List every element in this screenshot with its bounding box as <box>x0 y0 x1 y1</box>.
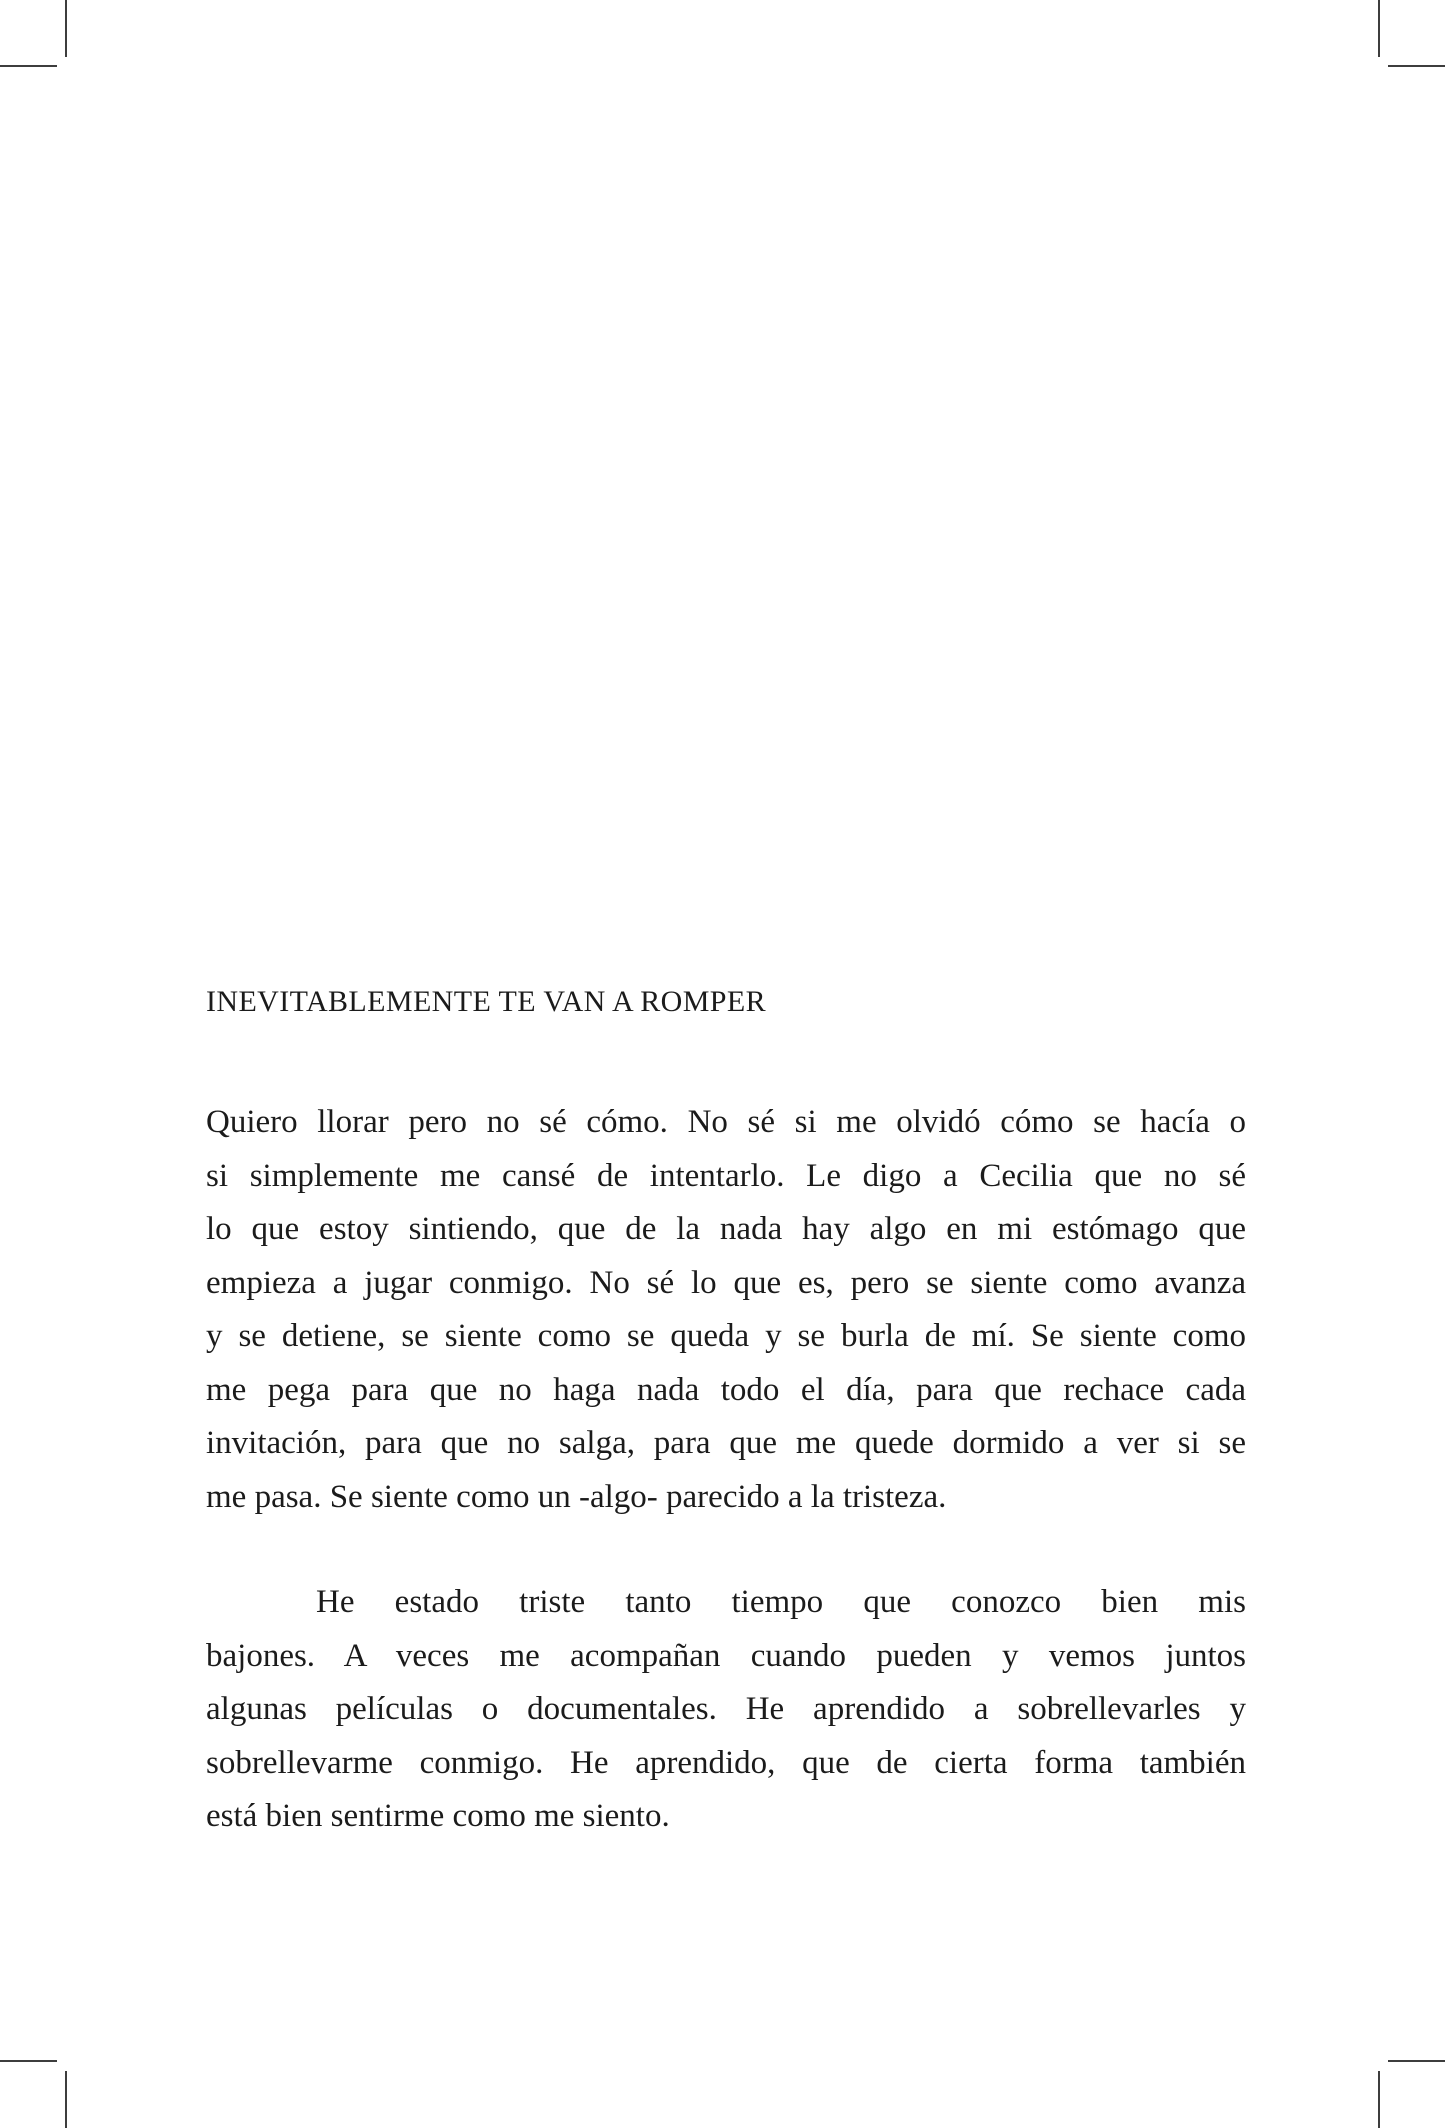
text-line: sobrellevarme conmigo. He aprendido, que de cierta forma también <box>206 1744 1246 1781</box>
chapter-title: INEVITABLEMENTE TE VAN A ROMPER <box>206 985 767 1018</box>
crop-mark-top-right-horizontal-icon <box>1388 65 1445 67</box>
text-line: empieza a jugar conmigo. No sé lo que es, pero se siente como avanza <box>206 1264 1246 1301</box>
text-line: He estado triste tanto tiempo que conozco bien mis <box>316 1584 1246 1620</box>
text-line: y se detiene, se siente como se queda y se burla de mí. Se siente como <box>206 1318 1246 1354</box>
crop-mark-bottom-left-vertical-icon <box>65 2071 67 2128</box>
crop-mark-top-right-vertical-icon <box>1378 0 1380 57</box>
text-line: invitación, para que no salga, para que me quede dormido a ver si se <box>206 1425 1246 1461</box>
crop-mark-bottom-left-horizontal-icon <box>0 2060 57 2062</box>
paragraph-2 <box>206 1576 1246 1844</box>
text-line: está bien sentirme como me siento. <box>206 1798 670 1834</box>
crop-mark-top-left-horizontal-icon <box>0 65 57 67</box>
text-line: Quiero llorar pero no sé cómo. No sé si me olvidó cómo se hacía o <box>206 1104 1246 1140</box>
text-line: algunas películas o documentales. He aprendido a sobrellevarles y <box>206 1691 1246 1727</box>
paragraph-1 <box>206 1096 1246 1524</box>
crop-mark-bottom-right-horizontal-icon <box>1388 2060 1445 2062</box>
text-line: si simplemente me cansé de intentarlo. Le digo a Cecilia que no sé <box>206 1157 1246 1194</box>
text-line: lo que estoy sintiendo, que de la nada hay algo en mi estómago que <box>206 1211 1246 1247</box>
text-line: me pega para que no haga nada todo el día, para que rechace cada <box>206 1371 1246 1408</box>
crop-mark-top-left-vertical-icon <box>65 0 67 57</box>
crop-mark-bottom-right-vertical-icon <box>1378 2071 1380 2128</box>
text-block <box>206 984 1246 1844</box>
text-line: me pasa. Se siente como un -algo- parecido a la tristeza. <box>206 1478 947 1515</box>
text-line: bajones. A veces me acompañan cuando pueden y vemos juntos <box>206 1637 1246 1674</box>
